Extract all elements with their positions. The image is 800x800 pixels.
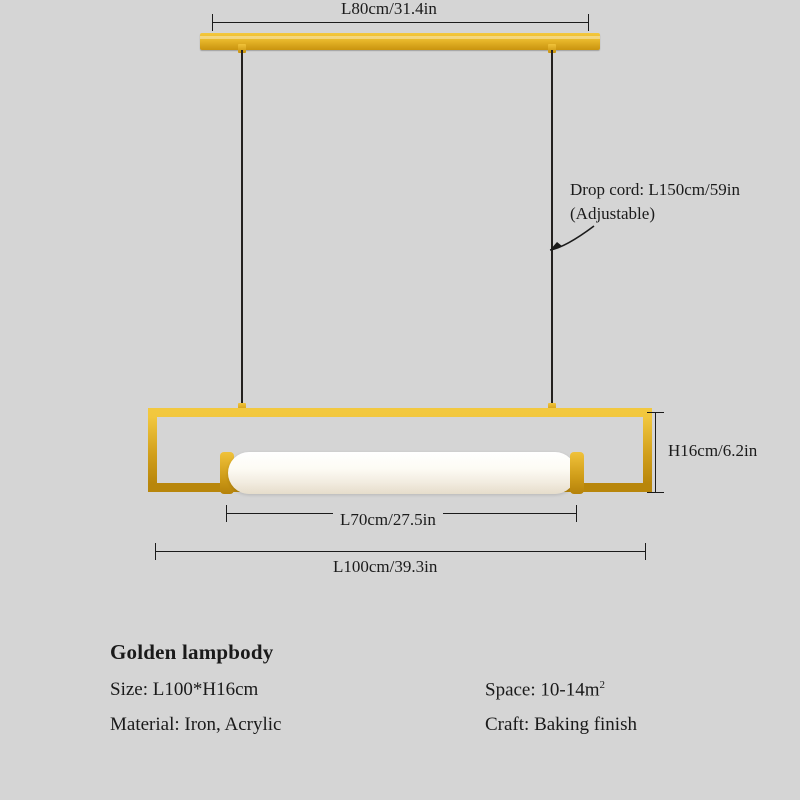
tube-end-cap-right xyxy=(570,452,584,494)
spec-row xyxy=(110,679,750,701)
product-title: Golden lampbody xyxy=(110,640,274,664)
spec-size: Size: L100*H16cm xyxy=(110,679,259,700)
height-dimension-tick-bottom xyxy=(647,492,664,493)
canopy-dimension-tick-left xyxy=(212,14,213,31)
ceiling-canopy xyxy=(200,33,600,50)
tube-dimension-tick-left xyxy=(226,505,227,522)
body-height-label: H16cm/6.2in xyxy=(668,441,758,460)
tube-dimension-tick-right xyxy=(576,505,577,522)
drop-cord-label-line1: Drop cord: L150cm/59in xyxy=(570,180,740,199)
total-dimension-line xyxy=(155,551,645,552)
spec-space xyxy=(485,679,605,701)
spec-craft: Craft: Baking finish xyxy=(485,714,637,736)
spec-space-sup: 2 xyxy=(599,679,606,691)
canopy-dimension-tick-right xyxy=(588,14,589,31)
canopy-length-label: L80cm/31.4in xyxy=(335,0,443,20)
height-dimension-tick-top xyxy=(647,412,664,413)
drop-cord-label-line2: (Adjustable) xyxy=(570,204,655,223)
suspension-cord-left xyxy=(241,50,243,412)
product-spec-block xyxy=(110,640,750,749)
acrylic-light-tube xyxy=(228,452,576,494)
spec-space-text: Space: 10-14m xyxy=(485,679,600,701)
tube-length-label: L70cm/27.5in xyxy=(333,509,443,531)
height-dimension-line xyxy=(655,412,656,492)
total-dimension-tick-right xyxy=(645,543,646,560)
total-length-label: L100cm/39.3in xyxy=(333,557,438,576)
spec-row xyxy=(110,714,750,736)
total-dimension-tick-left xyxy=(155,543,156,560)
spec-material: Material: Iron, Acrylic xyxy=(110,714,282,736)
canopy-dimension-line xyxy=(212,22,588,23)
